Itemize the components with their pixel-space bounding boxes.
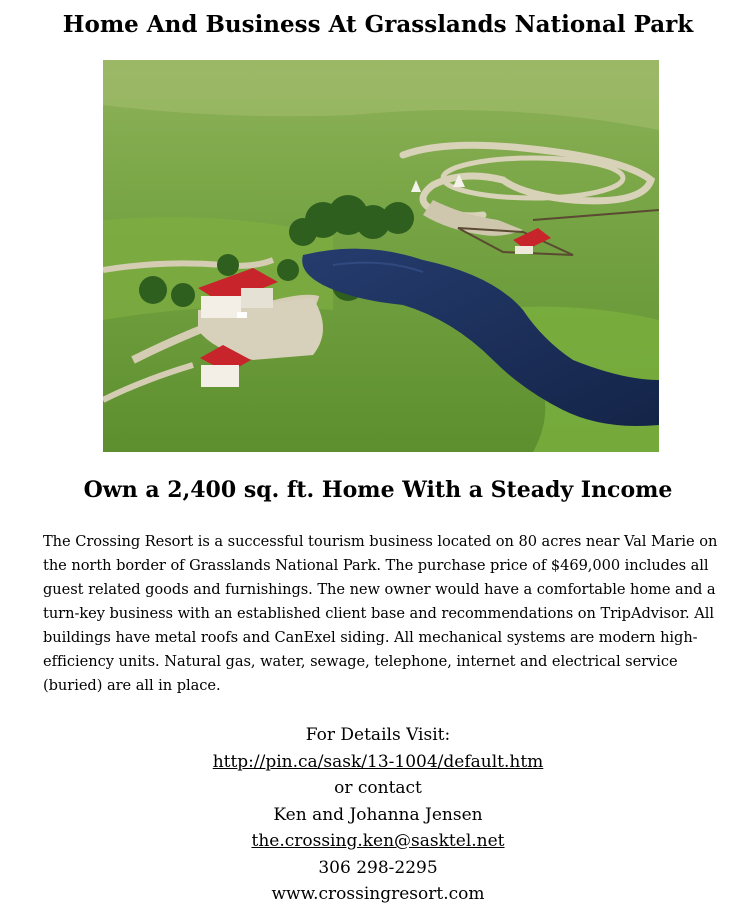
phone-number: 306 298-2295: [318, 857, 438, 878]
page-title: Home And Business At Grasslands National Park: [62, 11, 694, 38]
details-link[interactable]: http://pin.ca/sask/13-1004/default.htm: [212, 751, 544, 772]
page-subtitle: Own a 2,400 sq. ft. Home With a Steady Income: [83, 477, 673, 503]
website-text: www.crossingresort.com: [271, 884, 485, 904]
contact-block: [0, 722, 756, 908]
contact-names: Ken and Johanna Jensen: [273, 804, 483, 825]
details-label: For Details Visit:: [305, 725, 451, 745]
email-link[interactable]: the.crossing.ken@sasktel.net: [251, 831, 505, 851]
aerial-photo: [103, 60, 659, 452]
or-contact-label: or contact: [334, 778, 422, 798]
description-paragraph: The Crossing Resort is a successful tourism business located on 80 acres near Val Marie on the north border of Grasslands National Park. The purchase price of $469,000 includes all guest related goods and furnishings. The new owner would have a comfortable home and a turn-key business with an established client base and recommendations on TripAdvisor. All buildings have metal roofs and CanExel siding. All mechanical systems are modern high-efficiency units. Natural gas, water, sewage, telephone, internet and electrical service (buried) are all in place.: [43, 533, 718, 694]
